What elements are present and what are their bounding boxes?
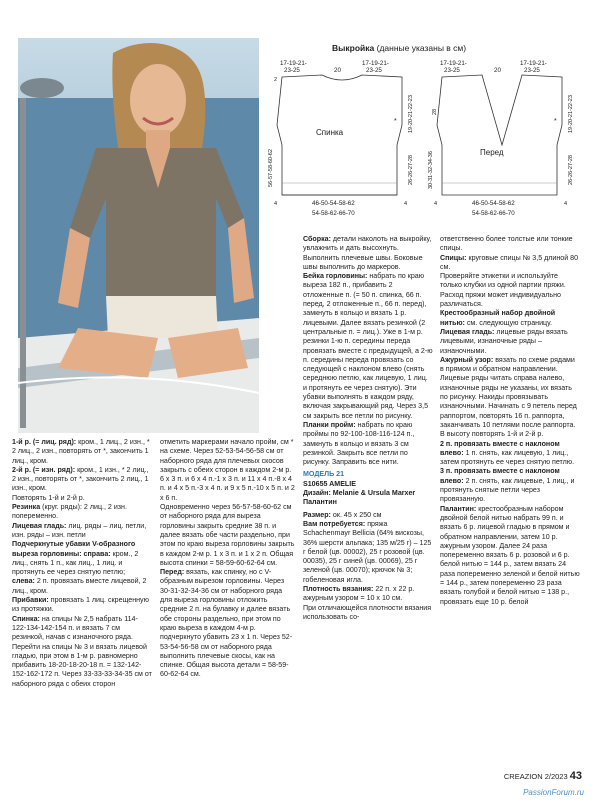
model-photo (18, 38, 259, 433)
paragraph-text: лицевые ряды вязать лицевыми, изнаночные ряды – изнаночными. (440, 327, 568, 355)
front-bottom2: 54-58-62-66-70 (472, 210, 515, 217)
paragraph-text: Проверяйте этикетки и используйте только клубки из одной партии пряжи. Расход пряжи может индивидуально различаться. (440, 272, 566, 309)
paragraph-heading: Палантин: (440, 504, 477, 513)
back-top-mid: 20 (334, 67, 341, 74)
paragraph-heading: слева: (12, 577, 35, 586)
paragraph-heading: Размер: (303, 510, 331, 519)
paragraph-heading: 2-й р. (= изн. ряд): (12, 465, 76, 474)
magazine-name: CREAZION 2/2023 (503, 772, 568, 781)
paragraph-text: ответственно более толстые или тонкие спицы. (440, 235, 573, 253)
back-diagram (268, 60, 414, 217)
paragraph-text: пряжа Schachenmayr Bellicia (64% вискозы, 36% шерсти альпака; 135 м/25 г) – 125 г белой (цв. 00002), 25 г розовой (цв. 00035), 25 г синей (цв. 00069), 25 г зеленой (цв. 00070); крючок № 3; гобеленовая игла. (303, 519, 432, 584)
paragraph-text: см. следующую страницу. (464, 318, 552, 327)
paragraph-text: детали наколоть на выкройку, увлажнить и дать высохнуть. Выполнить плечевые швы. Боковые швы выполнить до маркеров. (303, 235, 432, 271)
paragraph-heading: Дизайн: Melanie & Ursula Marxer (303, 489, 416, 498)
paragraph-text: ок. 45 x 250 см (330, 510, 382, 519)
front-top-left2: 23-25 (444, 67, 460, 74)
front-bottom1: 46-50-54-58-62 (472, 200, 515, 207)
paragraph-heading: Бейка горловины: (303, 272, 368, 281)
paragraph (303, 585, 433, 604)
paragraph-heading: Плотность вязания: (303, 584, 374, 593)
back-bottom1: 46-50-54-58-62 (312, 200, 355, 207)
paragraph-text: лиц. ряды – лиц. петли, изн. ряды – изн. петли (12, 521, 147, 539)
paragraph-heading: Спинка: (12, 614, 40, 623)
paragraph (12, 494, 152, 503)
paragraph-text: провязать 1 лиц. скрещенную из протяжки. (12, 596, 149, 614)
photo-illustration (18, 38, 259, 433)
front-rib-right: 4 (564, 201, 568, 207)
paragraph (12, 438, 152, 466)
paragraph (160, 503, 296, 568)
front-top-right: 17-19-21- (520, 60, 547, 67)
back-left-height: 56-57-58-60-62 (268, 149, 274, 187)
paragraph-heading: Лицевая гладь: (12, 521, 67, 530)
paragraph (303, 511, 433, 520)
paragraph-heading: Сборка: (303, 235, 331, 243)
paragraph-text: Перейти на спицы № 3 и вязать лицевой гладью, при этом в 1-м р. равномерно прибавить 18-20-18-20-18 п. = 132-142-152-162-172 п. Через 33-33-33-34-35 см от наборного ряда с обеих сторон (12, 642, 152, 688)
paragraph (12, 503, 152, 522)
paragraph-text: набрать по краю выреза 182 п., прибавить 2 отложенные п. (= 50 п. спинка, 66 п. перед, 2 отложенные п., 66 п. перед), замкнуть в кольцо и вязать 1 р. лицевыми. Далее вязать резинкой (2 центральные п. = лиц.). Уже в 1-м р. резинки 1-ю п. середины переда провязать вместе с предыдущей, а 2-ю п. середины переда провязать со следующей с наклоном влево (снять середнюю петлю, как лицевую, 1 лиц. и протянуть ее через снятую). Эти убавки выполнять в каждом ряду, включая закрывающий ряд. Через 3,5 см закрыть все петли по рисунку. (303, 272, 433, 420)
model-heading: МОДЕЛЬ 21 (303, 470, 345, 479)
paragraph-heading: 2 п. провязать вместе с наклоном влево: (440, 439, 560, 457)
page-number: 43 (569, 770, 582, 782)
paragraph-text: кром., 2 лиц., снять 1 п., как лиц., 1 лиц. и протянуть ее через снятую петлю; (12, 549, 139, 577)
paragraph (12, 615, 152, 643)
paragraph (303, 272, 433, 421)
paragraph (160, 568, 296, 680)
text-column-3 (303, 235, 433, 622)
paragraph-heading: Резинка (12, 503, 41, 512)
back-armhole: 19-20-21-22-23 (408, 95, 414, 133)
paragraph (440, 328, 580, 356)
paragraph-heading: 1-й р. (= лиц. ряд): (12, 438, 77, 446)
paragraph (303, 520, 433, 585)
front-diagram (428, 60, 574, 217)
paragraph-text: кром., 1 лиц., 2 изн., * 2 лиц., 2 изн., повторять от *, закончить 1 лиц., кром. (12, 438, 150, 465)
paragraph (440, 440, 580, 468)
paragraph (440, 505, 580, 607)
paragraph (303, 489, 433, 498)
front-label: Перед (480, 148, 504, 157)
paragraph (303, 480, 433, 489)
back-neck-depth: 2 (274, 77, 278, 83)
front-side: 26-26-27-28 (568, 155, 574, 185)
paragraph (12, 596, 152, 615)
paragraph (440, 235, 580, 254)
back-top-right2: 23-25 (366, 67, 382, 74)
front-left-height: 30-31-32-34-36 (428, 151, 434, 189)
paragraph-heading: Прибавки: (12, 596, 49, 605)
text-column-2 (160, 438, 296, 680)
paragraph (303, 470, 433, 479)
paragraph-heading: Крестообразный набор двойной нитью: (440, 309, 556, 327)
paragraph (440, 272, 580, 309)
paragraph-heading: Лицевая гладь: (440, 327, 495, 336)
paragraph-text: крестообразным набором двойной белой нитью набрать 99 п. и вязать 6 р. лицевой гладью в прямом и обратном направлении, затем 10 р. ажурным узором. Далее 24 раза попеременно вязать 6 р. розовой и 6 р. белой нитью = 144 р., затем вязать 24 раза попеременно зеленой и белой нитью = 144 р., затем попеременно 23 раза вязать голубой и белой нитью = 138 р., провязать еще 10 р. белой (440, 504, 580, 606)
paragraph-text: на спицы № 2,5 набрать 114-122-134-142-154 п. и вязать 7 см резинкой, начав с изнаночного ряда. (12, 614, 138, 642)
front-neck-depth: 28 (432, 108, 438, 115)
paragraph-heading: Палантин (303, 498, 337, 507)
text-column-4 (440, 235, 580, 607)
paragraph (303, 498, 433, 507)
paragraph (440, 309, 580, 328)
front-armhole: 19-20-21-22-23 (568, 95, 574, 133)
paragraph-text: При отличающейся плотности вязания использовать со- (303, 603, 432, 621)
back-side: 26-26-27-28 (408, 155, 414, 185)
paragraph-text: вязать по схеме рядами в прямом и обратном направлении. Лицевые ряды читать справа налево, изнаночные ряды не указаны, их вязать по рисунку. Накиды провязывать изнаночными. Начинать с 9 петель перед раппортом, повторять 16 п. раппорта, заканчивать 10 петлями после раппорта. (440, 355, 577, 429)
pattern-schema (262, 55, 587, 225)
paragraph (12, 643, 152, 689)
paragraph-text: 2 п. провязать вместе лицевой, 2 лиц., кром. (12, 577, 147, 595)
paragraph-text: 22 п. x 22 р. ажурным узором = 10 x 10 см. (303, 584, 415, 603)
svg-text:*: * (554, 118, 557, 125)
page-footer (504, 770, 582, 782)
paragraph-heading: Вам потребуется: (303, 519, 366, 528)
paragraph (12, 522, 152, 541)
paragraph-heading: S10655 AMELIE (303, 479, 356, 488)
paragraph (440, 467, 580, 504)
back-rib-left: 4 (274, 201, 278, 207)
paragraph (160, 438, 296, 503)
text-column-1 (12, 438, 152, 689)
paragraph-text: 2 п. снять, как лицевые, 1 лиц., и протянуть снятые петли через провязанную. (440, 476, 575, 504)
paragraph (440, 254, 580, 273)
back-label: Спинка (316, 128, 344, 137)
paragraph (12, 466, 152, 494)
paragraph (12, 540, 152, 577)
back-bottom2: 54-58-62-66-70 (312, 210, 355, 217)
paragraph-heading: Спицы: (440, 253, 467, 262)
paragraph-heading: Перед: (160, 568, 185, 577)
back-top-right: 17-19-21- (362, 60, 389, 67)
paragraph-text: (круг. ряды): 2 лиц., 2 изн. попеременно. (12, 503, 127, 521)
paragraph-text: Повторять 1-й и 2-й р. (12, 493, 85, 502)
paragraph (12, 577, 152, 596)
back-top-left2: 23-25 (284, 67, 300, 74)
front-top-right2: 23-25 (524, 67, 540, 74)
paragraph (303, 421, 433, 467)
paragraph-heading: Подчеркнутые убавки V-образного выреза горловины: справа: (12, 540, 136, 558)
paragraph-text: вязать, как спинку, но с V-образным вырезом горловины. Через 30-31-32-34-36 см от наборного ряда для выреза горловины отложить средние 2 п. на булавку и далее вязать обе стороны раздельно, при этом по краю выреза в каждом 4-м р. подчеркнуто убавить 23 x 1 п. Через 52-53-54-56-58 см от наборного ряда выполнить плечевые скосы, как на спинке. Общая высота детали = 58-59-60-62-64 см. (160, 568, 293, 679)
svg-text:*: * (394, 118, 397, 125)
paragraph-text: В высоту повторять 1-й и 2-й р. (440, 430, 544, 439)
paragraph-text: набрать по краю проймы по 92-100-108-116-124 п., замкнуть в кольцо и вязать 3 см резинкой. Закрыть все петли по рисунку. Заправить все нити. (303, 420, 415, 467)
paragraph-text: кром., 1 изн., * 2 лиц., 2 изн., повторять от *, закончить 2 лиц., 1 изн., кром. (12, 465, 149, 493)
paragraph (303, 604, 433, 623)
paragraph-heading: Планки пройм: (303, 420, 356, 429)
front-top-mid: 20 (494, 67, 501, 74)
paragraph-text: Одновременно через 56-57-58-60-62 см от наборного ряда для выреза горловины закрыть средние 38 п. и далее вязать обе части раздельно, при этом по краю выреза горловины закрыть в каждом 2-м р. 1 x 3 п. и 1 x 2 п. Общая высота спинки = 58-59-60-62-64 см. (160, 503, 295, 567)
front-top-left: 17-19-21- (440, 60, 467, 67)
back-rib-right: 4 (404, 201, 408, 207)
paragraph-heading: Ажурный узор: (440, 355, 494, 364)
paragraph (303, 235, 433, 272)
paragraph-heading: 3 п. провязать вместе с наклоном влево: (440, 467, 560, 485)
front-rib-left: 4 (434, 201, 438, 207)
schema-title: Выкройка (данные указаны в см) (332, 43, 467, 53)
paragraph-text: 1 п. снять, как лицевую, 1 лиц., затем протянуть ее через снятую петлю. (440, 448, 575, 467)
watermark: PassionForum.ru (523, 788, 584, 797)
paragraph (440, 430, 580, 439)
paragraph (440, 356, 580, 430)
paragraph-text: отметить маркерами начало пройм, см * на схеме. Через 52-53-54-56-58 см от наборного ряда для плечевых скосов закрыть с обеих сторон в каждом 2-м р. 6 x 3 п. и 6 x 4 п.-1 x 3 п. и 11 x 4 п.-8 x 4 п. и 4 x 5 п.-3 x 4 п. и 9 x 5 п.-10 x 5 п. и 2 x 6 п. (160, 438, 295, 502)
paragraph-text: круговые спицы № 3,5 длиной 80 см. (440, 253, 579, 271)
back-top-left: 17-19-21- (280, 60, 307, 67)
